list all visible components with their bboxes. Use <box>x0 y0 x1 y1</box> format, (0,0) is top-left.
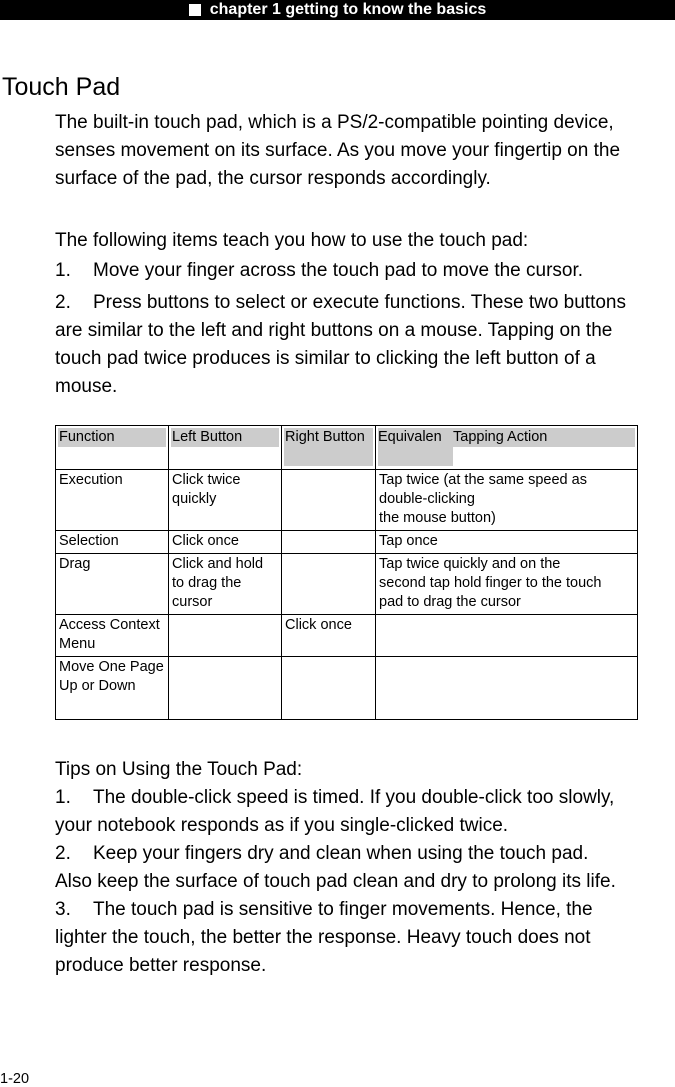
tip-1-continuation: your notebook responds as if you single-clicked twice. <box>55 815 509 836</box>
tip-text: The double-click speed is timed. If you double-click too slowly, <box>93 787 615 808</box>
table-row <box>56 470 638 531</box>
tip-3 <box>55 896 675 924</box>
intro-line: surface of the pad, the cursor responds accordingly. <box>55 168 491 189</box>
usage-item-1 <box>55 257 675 285</box>
tips-section <box>55 756 675 980</box>
tip-3-continuation: produce better response. <box>55 955 267 976</box>
page-number: 1-20 <box>0 1071 30 1087</box>
section-title: Touch Pad <box>2 73 121 101</box>
cell-left-button <box>169 615 282 657</box>
cell-right-button <box>282 554 376 615</box>
table-row <box>56 531 638 554</box>
item-text: Move your finger across the touch pad to move the cursor. <box>93 260 584 281</box>
table-row <box>56 657 638 720</box>
cell-left-button: Click once <box>169 531 282 554</box>
intro-line: The built-in touch pad, which is a PS/2-compatible pointing device, <box>55 112 614 133</box>
table-row <box>56 554 638 615</box>
tapping-line: double-clicking <box>379 491 475 507</box>
cell-function: Selection <box>56 531 169 554</box>
usage-item-2-continuation: touch pad twice produces is similar to clicking the left button of a <box>55 348 596 369</box>
tip-text: Keep your fingers dry and clean when using the touch pad. <box>93 843 589 864</box>
tip-3-continuation: lighter the touch, the better the response. Heavy touch does not <box>55 927 591 948</box>
intro-paragraph <box>55 109 675 193</box>
cell-function: Access Context Menu <box>56 615 169 657</box>
table-row <box>56 615 638 657</box>
tip-2-continuation: Also keep the surface of touch pad clean and dry to prolong its life. <box>55 871 616 892</box>
usage-item-2-continuation: mouse. <box>55 376 118 397</box>
square-bullet-icon <box>189 4 201 16</box>
cell-tapping-action <box>376 531 638 554</box>
tips-heading: Tips on Using the Touch Pad: <box>55 759 303 780</box>
cell-right-button <box>282 470 376 531</box>
table-header-row <box>56 426 638 470</box>
header-cell-equivalent-tapping <box>376 426 638 470</box>
tapping-line: the mouse button) <box>379 510 496 526</box>
touchpad-function-table <box>55 425 638 720</box>
tapping-line: pad to drag the cursor <box>379 594 521 610</box>
tip-number: 2. <box>55 843 71 864</box>
cell-left-button: Click twice quickly <box>169 470 282 531</box>
header-tapping-label: Tapping Action <box>453 428 635 447</box>
cell-tapping-action <box>376 615 638 657</box>
header-cell-left-button: Left Button <box>169 426 282 470</box>
usage-section <box>55 227 675 401</box>
item-number: 2. <box>55 292 71 313</box>
item-number: 1. <box>55 260 71 281</box>
item-text: Press buttons to select or execute functions. These two buttons <box>93 292 627 313</box>
header-equivalent-label: Equivalen <box>378 428 453 466</box>
cell-function: Execution <box>56 470 169 531</box>
header-cell-function: Function <box>56 426 169 470</box>
header-cell-right-button: Right Button <box>282 426 376 470</box>
intro-line: senses movement on its surface. As you move your fingertip on the <box>55 140 621 161</box>
cell-tapping-action <box>376 657 638 720</box>
cell-tapping-action <box>376 470 638 531</box>
tip-text: The touch pad is sensitive to finger movements. Hence, the <box>93 899 593 920</box>
tip-1 <box>55 784 675 812</box>
cell-right-button <box>282 657 376 720</box>
usage-item-2-continuation: are similar to the left and right buttons on a mouse. Tapping on the <box>55 320 613 341</box>
tip-number: 3. <box>55 899 71 920</box>
usage-lead: The following items teach you how to use the touch pad: <box>55 230 529 251</box>
tapping-line: Tap twice (at the same speed as <box>379 472 587 488</box>
tapping-line: Tap twice quickly and on the <box>379 556 561 572</box>
tapping-line: second tap hold finger to the touch <box>379 575 602 591</box>
cell-tapping-action <box>376 554 638 615</box>
chapter-title: chapter 1 getting to know the basics <box>209 1 487 18</box>
tapping-line: Tap once <box>379 533 438 549</box>
cell-left-button: Click and hold to drag the cursor <box>169 554 282 615</box>
usage-item-2 <box>55 289 675 317</box>
cell-function: Move One Page Up or Down <box>56 657 169 720</box>
cell-left-button <box>169 657 282 720</box>
cell-right-button <box>282 531 376 554</box>
cell-right-button: Click once <box>282 615 376 657</box>
tip-2 <box>55 840 675 868</box>
chapter-header <box>0 0 675 20</box>
cell-function: Drag <box>56 554 169 615</box>
tip-number: 1. <box>55 787 71 808</box>
